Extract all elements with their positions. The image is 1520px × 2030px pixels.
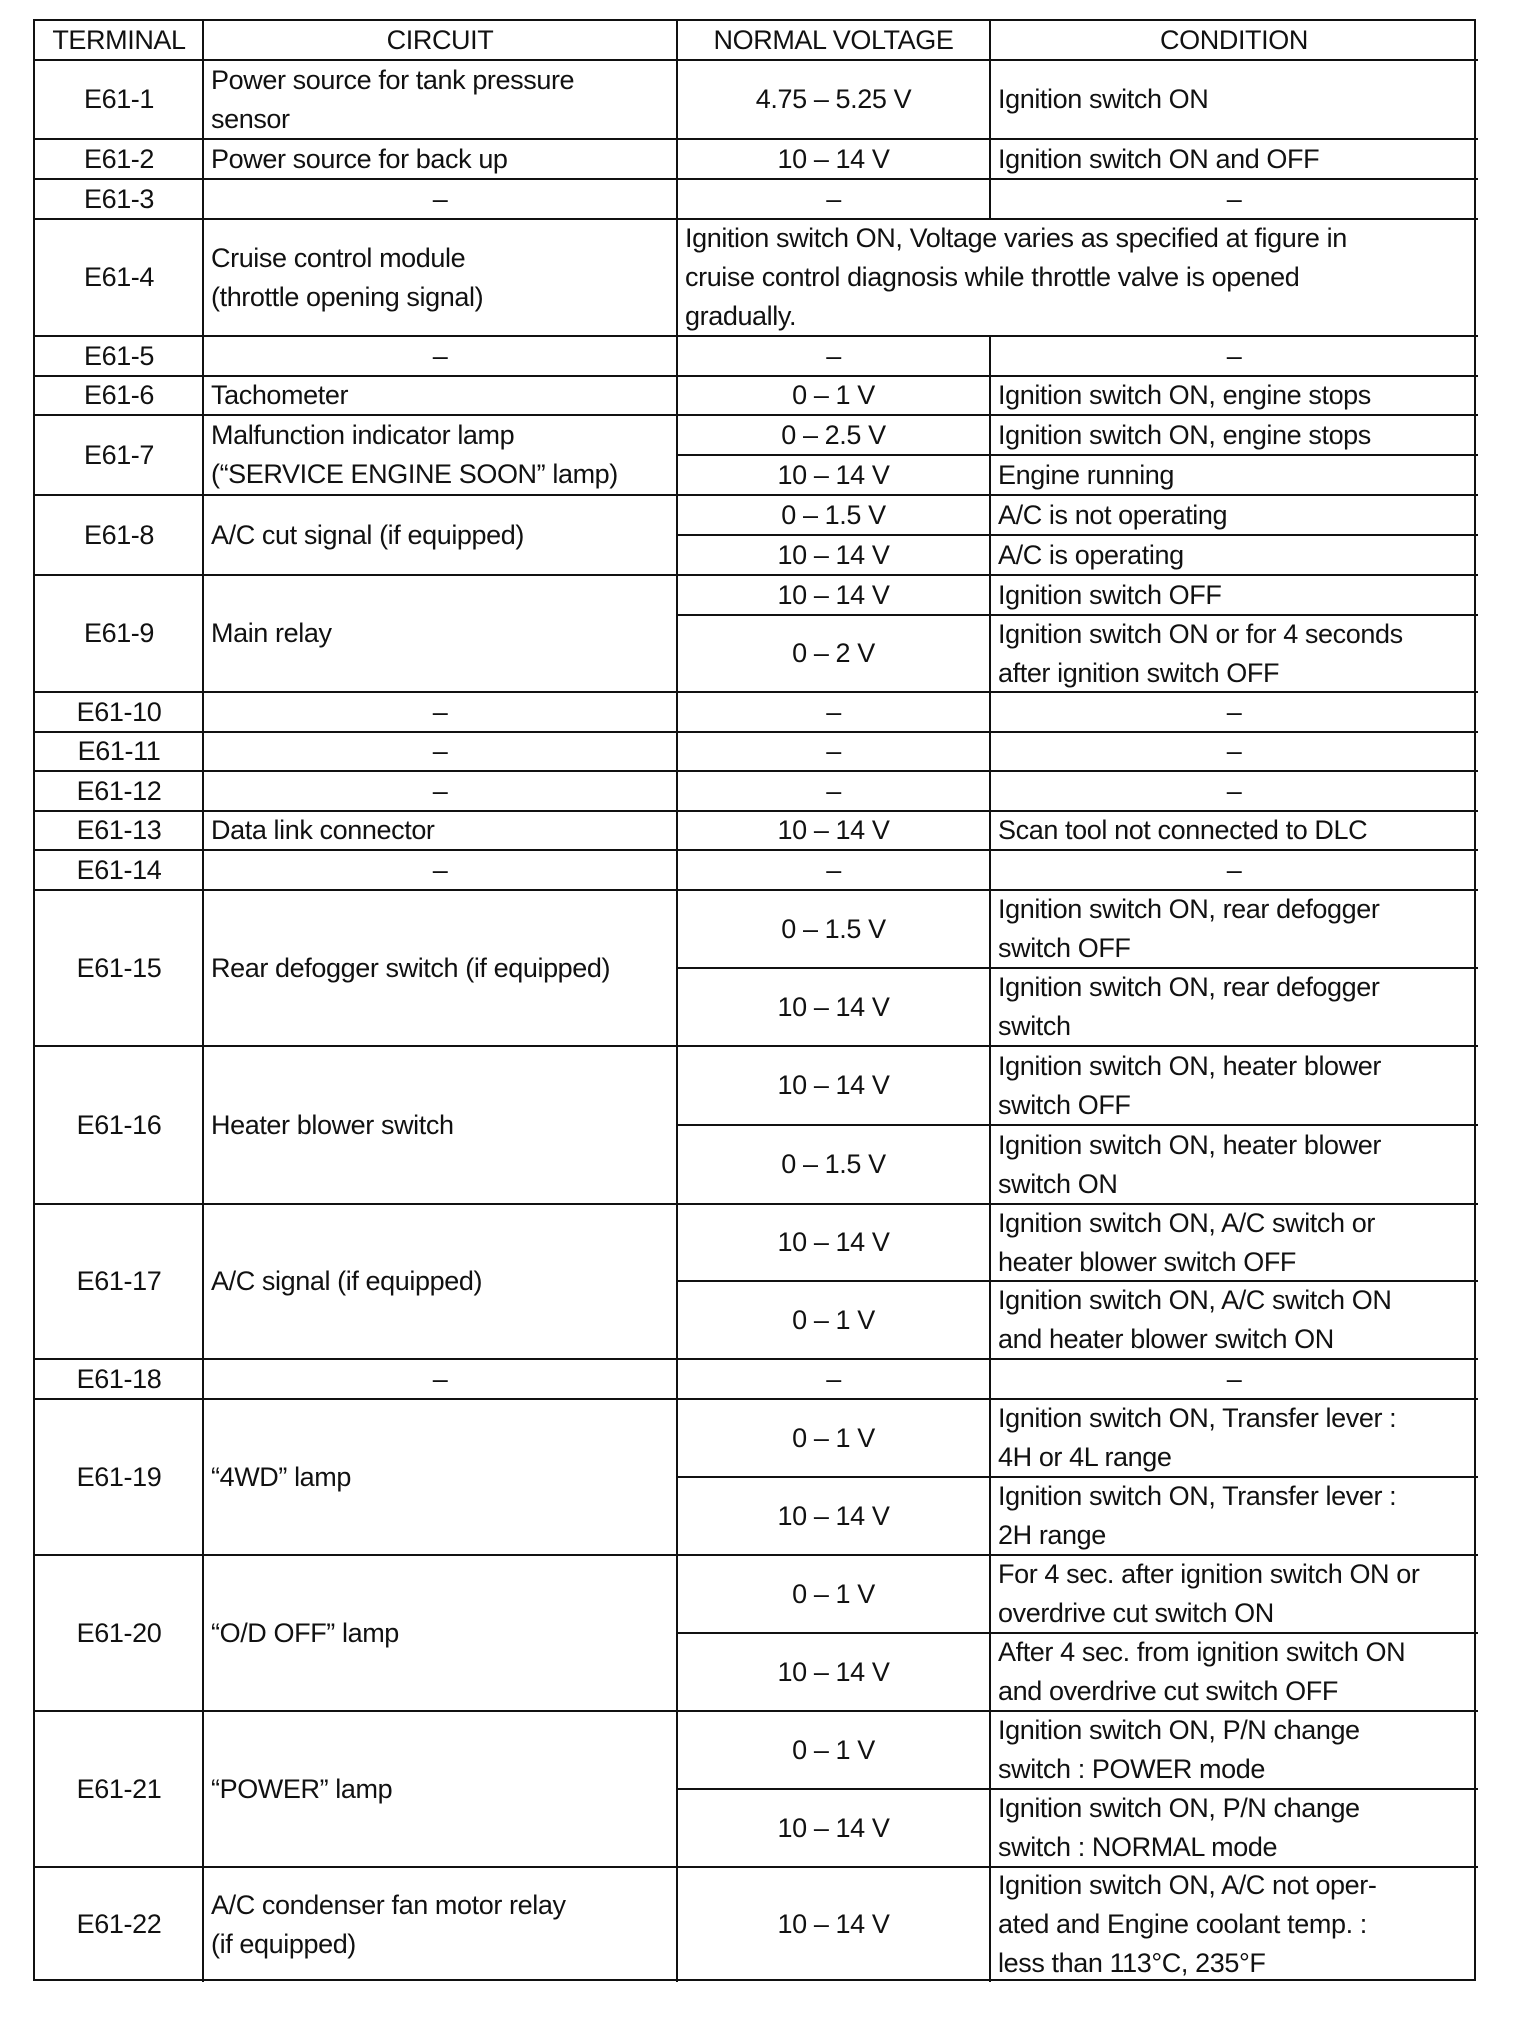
text-line: gradually. <box>685 301 797 331</box>
voltage-cell <box>677 1399 990 1477</box>
text-line: (“SERVICE ENGINE SOON” lamp) <box>211 459 618 489</box>
text-line: Ignition switch ON, A/C not oper- <box>998 1870 1377 1900</box>
voltage-cell-text: 10 – 14 V <box>777 1227 890 1257</box>
voltage-cell-text: – <box>826 696 841 727</box>
condition-cell <box>990 1125 1478 1204</box>
circuit-cell <box>203 1867 677 1982</box>
voltage-cell <box>677 615 990 692</box>
terminal-cell <box>35 376 203 415</box>
condition-cell-text: Ignition switch ON, engine stops <box>998 419 1371 450</box>
circuit-cell <box>203 495 677 575</box>
voltage-cell-text: 10 – 14 V <box>777 143 890 174</box>
condition-cell <box>990 811 1478 850</box>
circuit-cell-text: Main relay <box>211 618 332 648</box>
condition-cell <box>990 850 1478 890</box>
terminal-cell-text: E61-14 <box>76 854 162 885</box>
voltage-cell-text: 10 – 14 V <box>777 1070 890 1100</box>
row-divider <box>677 1632 1478 1634</box>
condition-cell <box>990 60 1478 139</box>
text-line: For 4 sec. after ignition switch ON or <box>998 1559 1420 1589</box>
voltage-cell-text: 0 – 2.5 V <box>781 419 886 450</box>
terminal-cell-text: E61-18 <box>76 1363 162 1394</box>
header-circuit <box>203 21 677 60</box>
text-line: switch <box>998 1011 1071 1041</box>
terminal-cell-text: E61-11 <box>77 736 161 766</box>
condition-cell <box>990 1399 1478 1477</box>
circuit-cell <box>203 1204 677 1359</box>
circuit-cell <box>203 1711 677 1867</box>
circuit-cell-text: Heater blower switch <box>211 1109 454 1140</box>
terminal-cell <box>35 692 203 732</box>
condition-cell-text: – <box>1226 340 1242 371</box>
text-line: Ignition switch ON, rear defogger <box>998 894 1380 924</box>
condition-cell-text <box>998 1555 1419 1633</box>
voltage-cell-text: – <box>826 736 841 766</box>
voltage-cell-text: 0 – 1 V <box>792 1734 875 1765</box>
circuit-cell <box>203 1359 677 1399</box>
condition-cell-text <box>998 1047 1381 1125</box>
voltage-cell <box>677 1046 990 1125</box>
text-line: heater blower switch OFF <box>998 1246 1296 1277</box>
voltage-cell-text: 0 – 2 V <box>792 638 875 668</box>
text-line: Ignition switch ON, heater blower <box>998 1050 1381 1081</box>
text-line: sensor <box>211 103 290 134</box>
condition-cell <box>990 771 1478 811</box>
circuit-cell-text: – <box>432 696 448 727</box>
terminal-cell-text: E61-4 <box>83 262 155 292</box>
condition-cell-text: Ignition switch OFF <box>998 579 1222 610</box>
condition-cell-text <box>998 1711 1360 1789</box>
circuit-cell-text: “POWER” lamp <box>211 1773 393 1804</box>
circuit-cell-text: “O/D OFF” lamp <box>211 1617 399 1648</box>
voltage-cell-text: 10 – 14 V <box>777 539 890 570</box>
terminal-cell <box>35 1359 203 1399</box>
terminal-cell <box>35 850 203 890</box>
condition-cell-text <box>998 1126 1381 1204</box>
terminal-cell <box>35 139 203 179</box>
condition-cell <box>990 1046 1478 1125</box>
circuit-cell-text: – <box>432 854 448 885</box>
terminal-cell-text: E61-15 <box>76 952 162 983</box>
condition-cell <box>990 415 1478 455</box>
condition-cell <box>990 968 1478 1046</box>
voltage-cell-text: – <box>826 1363 841 1394</box>
condition-cell <box>990 732 1478 771</box>
column-divider <box>989 21 991 60</box>
text-line: overdrive cut switch ON <box>998 1598 1274 1628</box>
condition-cell-text: A/C is operating <box>998 539 1184 570</box>
text-line: (if equipped) <box>211 1928 356 1959</box>
voltage-cell-text: 10 – 14 V <box>777 815 890 845</box>
text-line: A/C condenser fan motor relay <box>211 1889 566 1920</box>
terminal-cell-text: E61-16 <box>76 1109 162 1140</box>
voltage-cell-text: 10 – 14 V <box>777 1500 890 1531</box>
terminal-cell <box>35 179 203 219</box>
circuit-cell <box>203 1046 677 1204</box>
voltage-cell-text: – <box>826 183 841 214</box>
voltage-cell-text: 10 – 14 V <box>777 1909 890 1939</box>
terminal-cell-text: E61-20 <box>76 1617 162 1648</box>
text-line: Ignition switch ON, rear defogger <box>998 972 1380 1002</box>
condition-cell <box>990 1867 1478 1982</box>
circuit-cell-text: “4WD” lamp <box>211 1461 352 1492</box>
header-circuit-text: CIRCUIT <box>386 25 494 55</box>
terminal-cell-text: E61-9 <box>83 618 155 648</box>
condition-cell <box>990 535 1478 575</box>
circuit-cell-text: – <box>432 736 448 766</box>
terminal-cell-text: E61-2 <box>83 143 155 174</box>
terminal-cell <box>35 415 203 495</box>
header-normal-voltage-text: NORMAL VOLTAGE <box>713 25 954 55</box>
terminal-cell-text: E61-17 <box>76 1266 162 1296</box>
circuit-cell <box>203 850 677 890</box>
text-line: (throttle opening signal) <box>211 281 484 312</box>
voltage-cell <box>677 139 990 179</box>
circuit-cell-text: Data link connector <box>211 815 435 845</box>
condition-cell <box>990 1204 1478 1281</box>
text-line: and overdrive cut switch OFF <box>998 1676 1338 1706</box>
text-line: ated and Engine coolant temp. : <box>998 1909 1367 1939</box>
row-divider <box>677 1124 1478 1126</box>
voltage-cell <box>677 376 990 415</box>
terminal-cell <box>35 771 203 811</box>
terminal-cell-text: E61-13 <box>76 815 162 845</box>
row-divider <box>677 967 1478 969</box>
condition-cell-text <box>998 1633 1405 1711</box>
voltage-cell-text: 10 – 14 V <box>777 579 890 610</box>
voltage-cell <box>677 732 990 771</box>
voltage-cell <box>677 535 990 575</box>
voltage-cell <box>677 1633 990 1711</box>
text-line: Cruise control module <box>211 242 466 273</box>
terminal-cell <box>35 336 203 376</box>
voltage-cell <box>677 575 990 615</box>
terminal-cell-text: E61-21 <box>76 1773 162 1804</box>
text-line: Power source for tank pressure <box>211 64 575 95</box>
header-condition <box>990 21 1478 60</box>
condition-cell <box>990 575 1478 615</box>
voltage-cell <box>677 1555 990 1633</box>
text-line: switch : POWER mode <box>998 1754 1265 1784</box>
text-line: 2H range <box>998 1520 1106 1550</box>
condition-cell-text: – <box>1226 696 1242 727</box>
circuit-cell-text: A/C signal (if equipped) <box>211 1266 483 1296</box>
voltage-cell <box>677 771 990 811</box>
voltage-cell <box>677 1359 990 1399</box>
terminal-cell-text: E61-1 <box>83 84 155 114</box>
condition-cell-text: Scan tool not connected to DLC <box>998 815 1368 845</box>
terminal-cell <box>35 1555 203 1711</box>
text-line: Ignition switch ON, heater blower <box>998 1129 1381 1160</box>
terminal-cell <box>35 60 203 139</box>
condition-cell <box>990 179 1478 219</box>
circuit-cell <box>203 890 677 1046</box>
row-divider <box>677 454 1478 456</box>
condition-cell <box>990 615 1478 692</box>
circuit-cell-text: Tachometer <box>211 380 349 410</box>
condition-cell <box>990 455 1478 495</box>
terminal-cell <box>35 1867 203 1982</box>
row-divider <box>677 1476 1478 1478</box>
circuit-cell-text: A/C cut signal (if equipped) <box>211 519 524 550</box>
row-divider <box>677 1280 1478 1282</box>
voltage-cell <box>677 850 990 890</box>
circuit-cell-text: Rear defogger switch (if equipped) <box>211 952 611 983</box>
condition-cell <box>990 1711 1478 1789</box>
condition-cell-text <box>998 1789 1360 1867</box>
condition-cell-text: – <box>1226 854 1242 885</box>
terminal-cell <box>35 811 203 850</box>
condition-cell <box>990 376 1478 415</box>
circuit-cell <box>203 336 677 376</box>
voltage-cell <box>677 1204 990 1281</box>
voltage-cell-text: 10 – 14 V <box>777 991 890 1022</box>
voltage-cell <box>677 1125 990 1204</box>
voltage-cell <box>677 1711 990 1789</box>
header-normal-voltage <box>677 21 990 60</box>
circuit-cell-text: – <box>432 183 448 214</box>
condition-cell-text: – <box>1226 183 1242 214</box>
terminal-cell-text: E61-22 <box>76 1909 162 1939</box>
text-line: Ignition switch ON or for 4 seconds <box>998 618 1403 649</box>
voltage-cell-text: 10 – 14 V <box>777 1812 890 1843</box>
voltage-cell-text: 0 – 1 V <box>792 1304 875 1335</box>
circuit-cell <box>203 732 677 771</box>
condition-cell-text <box>998 1866 1376 1983</box>
header-terminal-text: TERMINAL <box>52 25 186 55</box>
condition-cell-text: – <box>1226 1363 1242 1394</box>
text-line: Ignition switch ON, Transfer lever : <box>998 1403 1397 1433</box>
voltage-cell <box>677 692 990 732</box>
condition-cell <box>990 1281 1478 1359</box>
terminal-cell-text: E61-19 <box>76 1461 162 1492</box>
voltage-cell <box>677 890 990 968</box>
voltage-cell <box>677 179 990 219</box>
voltage-cell-text: 0 – 1 V <box>792 1422 875 1453</box>
text-line: 4H or 4L range <box>998 1442 1172 1472</box>
terminal-cell-text: E61-5 <box>83 340 155 371</box>
terminal-cell <box>35 1204 203 1359</box>
circuit-cell <box>203 575 677 692</box>
text-line: Ignition switch ON, A/C switch ON <box>998 1285 1392 1315</box>
voltage-cell <box>677 811 990 850</box>
condition-cell-text <box>998 1477 1396 1555</box>
text-line: Ignition switch ON, P/N change <box>998 1715 1360 1745</box>
voltage-cell-text: – <box>826 775 841 806</box>
circuit-cell-text: – <box>432 1363 448 1394</box>
condition-cell <box>990 139 1478 179</box>
text-line: After 4 sec. from ignition switch ON <box>998 1637 1406 1667</box>
circuit-cell <box>203 219 677 336</box>
text-line: Ignition switch ON, Transfer lever : <box>998 1481 1397 1511</box>
circuit-cell-text <box>211 239 483 317</box>
circuit-cell <box>203 139 677 179</box>
terminal-cell-text: E61-8 <box>83 519 155 550</box>
terminal-cell <box>35 1399 203 1555</box>
condition-cell-text: Engine running <box>998 459 1175 490</box>
terminal-cell-text: E61-7 <box>83 439 155 470</box>
text-line: Ignition switch ON, Voltage varies as specified at figure in <box>685 223 1347 253</box>
voltage-cell-text: – <box>826 854 841 885</box>
voltage-cell <box>677 455 990 495</box>
voltage-cell-text: – <box>826 340 841 371</box>
terminal-cell <box>35 1711 203 1867</box>
text-line: Ignition switch ON, A/C switch or <box>998 1207 1375 1238</box>
circuit-cell <box>203 811 677 850</box>
voltage-cell <box>677 1867 990 1982</box>
condition-cell-text: Ignition switch ON and OFF <box>998 143 1320 174</box>
terminal-cell <box>35 575 203 692</box>
terminal-cell-text: E61-6 <box>83 380 155 410</box>
circuit-cell <box>203 60 677 139</box>
circuit-cell-text <box>211 61 574 139</box>
text-line: switch OFF <box>998 933 1131 963</box>
voltage-cell <box>677 1477 990 1555</box>
circuit-cell-text <box>211 1886 566 1964</box>
row-divider <box>677 534 1478 536</box>
text-line: switch : NORMAL mode <box>998 1832 1278 1862</box>
condition-cell-text: Ignition switch ON <box>998 84 1209 114</box>
terminal-cell <box>35 732 203 771</box>
text-line: switch ON <box>998 1168 1118 1199</box>
condition-cell-text: – <box>1226 736 1242 766</box>
voltage-cell <box>677 495 990 535</box>
voltage-cell <box>677 1281 990 1359</box>
condition-cell <box>990 1359 1478 1399</box>
condition-cell-text: A/C is not operating <box>998 499 1228 530</box>
condition-cell-text <box>998 1204 1375 1282</box>
circuit-cell-text: Power source for back up <box>211 143 508 174</box>
voltage-cell-text: 0 – 1.5 V <box>781 913 886 944</box>
condition-cell <box>990 1555 1478 1633</box>
merged-condition-note-text <box>685 219 1347 336</box>
text-line: and heater blower switch ON <box>998 1324 1334 1354</box>
text-line: Malfunction indicator lamp <box>211 420 515 450</box>
text-line: cruise control diagnosis while throttle valve is opened <box>685 262 1300 292</box>
voltage-cell-text: 0 – 1.5 V <box>781 499 886 530</box>
voltage-cell <box>677 968 990 1046</box>
voltage-cell-text: 4.75 – 5.25 V <box>755 84 912 114</box>
voltage-cell <box>677 1789 990 1867</box>
circuit-cell <box>203 376 677 415</box>
text-line: less than 113°C, 235°F <box>998 1948 1266 1978</box>
circuit-cell-text: – <box>432 340 448 371</box>
condition-cell <box>990 1633 1478 1711</box>
text-line: Ignition switch ON, P/N change <box>998 1793 1360 1823</box>
condition-cell-text <box>998 890 1380 968</box>
text-line: after ignition switch OFF <box>998 657 1280 688</box>
condition-cell-text: Ignition switch ON, engine stops <box>998 380 1371 410</box>
condition-cell <box>990 1477 1478 1555</box>
condition-cell <box>990 692 1478 732</box>
terminal-cell <box>35 219 203 336</box>
header-condition-text: CONDITION <box>1160 25 1308 55</box>
terminal-cell-text: E61-10 <box>76 696 162 727</box>
condition-cell <box>990 336 1478 376</box>
voltage-cell-text: 0 – 1 V <box>792 380 875 410</box>
circuit-cell <box>203 415 677 495</box>
circuit-cell <box>203 771 677 811</box>
voltage-cell-text: 10 – 14 V <box>777 1656 890 1687</box>
voltage-cell <box>677 415 990 455</box>
circuit-cell <box>203 1399 677 1555</box>
terminal-cell <box>35 890 203 1046</box>
circuit-cell <box>203 1555 677 1711</box>
circuit-cell <box>203 179 677 219</box>
terminal-cell-text: E61-12 <box>76 775 162 806</box>
circuit-cell <box>203 692 677 732</box>
condition-cell-text <box>998 615 1403 693</box>
voltage-cell <box>677 336 990 376</box>
row-divider <box>677 614 1478 616</box>
condition-cell-text <box>998 1281 1391 1359</box>
condition-cell-text <box>998 968 1380 1046</box>
voltage-cell-text: 0 – 1 V <box>792 1578 875 1609</box>
voltage-cell <box>677 60 990 139</box>
text-line: switch OFF <box>998 1089 1131 1120</box>
terminal-cell <box>35 1046 203 1204</box>
voltage-cell-text: 0 – 1.5 V <box>781 1149 886 1179</box>
circuit-cell-text: – <box>432 775 448 806</box>
row-divider <box>677 1788 1478 1790</box>
condition-cell <box>990 890 1478 968</box>
terminal-cell <box>35 495 203 575</box>
condition-cell-text <box>998 1399 1396 1477</box>
condition-cell-text: – <box>1226 775 1242 806</box>
merged-condition-note <box>677 219 1478 336</box>
terminal-cell-text: E61-3 <box>83 183 155 214</box>
condition-cell <box>990 495 1478 535</box>
terminal-voltage-table <box>33 19 1476 1981</box>
circuit-cell-text <box>211 416 618 494</box>
voltage-cell-text: 10 – 14 V <box>777 459 890 490</box>
header-terminal <box>35 21 203 60</box>
condition-cell <box>990 1789 1478 1867</box>
